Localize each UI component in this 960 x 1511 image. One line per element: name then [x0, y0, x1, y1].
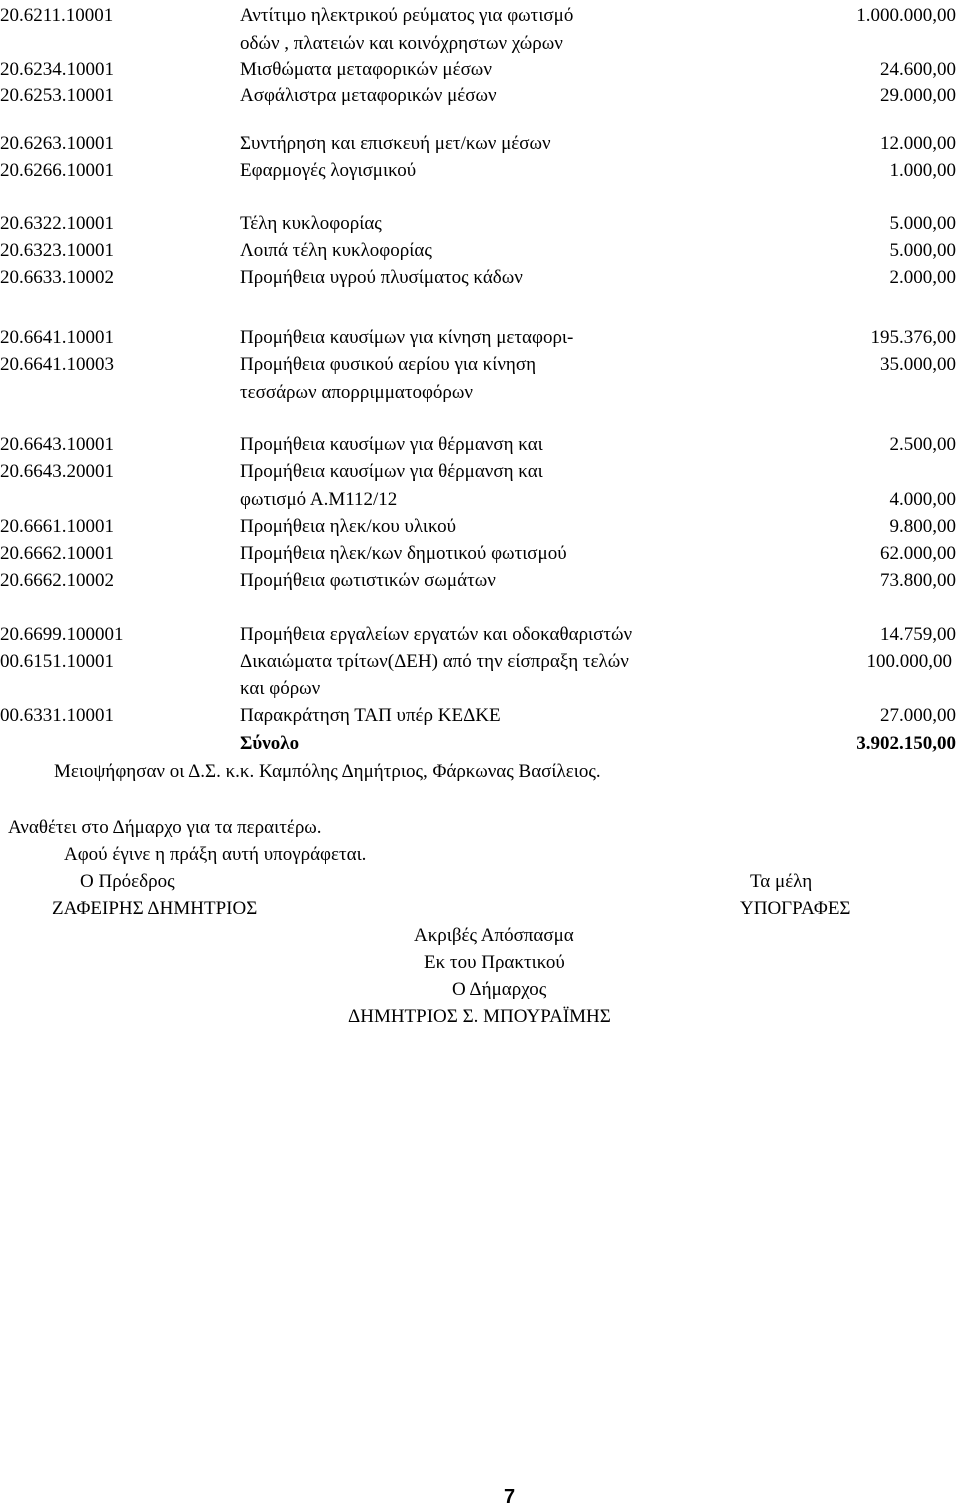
total-label: Σύνολο	[240, 733, 300, 754]
row-code: 20.6643.10001	[0, 434, 114, 455]
row-amount: 27.000,00	[880, 705, 956, 726]
row-desc: Συντήρηση και επισκευή μετ/κων μέσων	[240, 133, 551, 154]
row-code: 20.6633.10002	[0, 267, 114, 288]
row-amount: 2.500,00	[889, 434, 956, 455]
row-amount: 35.000,00	[880, 354, 956, 375]
row-code: 20.6641.10003	[0, 354, 114, 375]
row-amount: 73.800,00	[880, 570, 956, 591]
row-code: 20.6266.10001	[0, 160, 114, 181]
extract-title: Ακριβές Απόσπασμα	[414, 925, 574, 946]
row-amount: 62.000,00	[880, 543, 956, 564]
row-desc: Προμήθεια ηλεκ/κων δημοτικού φωτισμού	[240, 543, 567, 564]
row-desc: Προμήθεια καυσίμων για θέρμανση και	[240, 434, 543, 455]
row-desc: Προμήθεια φυσικού αερίου για κίνηση	[240, 354, 537, 375]
row-desc: και φόρων	[240, 678, 321, 699]
row-code: 20.6699.100001	[0, 624, 124, 645]
row-amount: 5.000,00	[889, 213, 956, 234]
row-amount: 2.000,00	[889, 267, 956, 288]
row-amount: 1.000,00	[889, 160, 956, 181]
row-amount: 14.759,00	[880, 624, 956, 645]
row-code: 20.6234.10001	[0, 59, 114, 80]
row-code: 20.6641.10001	[0, 327, 114, 348]
members-signatures: ΥΠΟΓΡΑΦΕΣ	[740, 898, 851, 919]
row-desc: Προμήθεια καυσίμων για θέρμανση και	[240, 461, 543, 482]
row-desc: Ασφάλιστρα μεταφορικών μέσων	[240, 85, 497, 106]
row-desc: Προμήθεια υγρού πλυσίματος κάδων	[240, 267, 523, 288]
assignment-text: Αναθέτει στο Δήμαρχο για τα περαιτέρω.	[8, 817, 322, 838]
row-code: 20.6661.10001	[0, 516, 114, 537]
president-title: Ο Πρόεδρος	[80, 871, 175, 892]
row-desc: Λοιπά τέλη κυκλοφορίας	[240, 240, 432, 261]
row-desc: Εφαρμογές λογισμικού	[240, 160, 417, 181]
mayor-title: Ο Δήμαρχος	[452, 979, 547, 1000]
minority-note: Μειοψήφησαν οι Δ.Σ. κ.κ. Καμπόλης Δημήτριος, Φάρκωνας Βασίλειος.	[54, 761, 601, 782]
row-code: 20.6263.10001	[0, 133, 114, 154]
total-amount: 3.902.150,00	[856, 733, 956, 754]
extract-source: Εκ του Πρακτικού	[424, 952, 565, 973]
row-desc: Προμήθεια φωτιστικών σωμάτων	[240, 570, 496, 591]
members-title: Τα μέλη	[750, 871, 813, 892]
row-desc: Προμήθεια καυσίμων για κίνηση μεταφορι-	[240, 327, 574, 348]
president-name: ΖΑΦΕΙΡΗΣ ΔΗΜΗΤΡΙΟΣ	[52, 898, 258, 919]
row-code: 20.6662.10002	[0, 570, 114, 591]
row-amount: 5.000,00	[889, 240, 956, 261]
signed-note: Αφού έγινε η πράξη αυτή υπογράφεται.	[64, 844, 367, 865]
row-code: 00.6151.10001	[0, 651, 114, 672]
row-amount: 9.800,00	[889, 516, 956, 537]
row-desc: Τέλη κυκλοφορίας	[240, 213, 382, 234]
row-code: 20.6253.10001	[0, 85, 114, 106]
row-desc: Μισθώματα μεταφορικών μέσων	[240, 59, 492, 80]
row-amount: 1.000.000,00	[856, 5, 956, 26]
row-desc: Προμήθεια ηλεκ/κου υλικού	[240, 516, 457, 537]
row-code: 20.6211.10001	[0, 5, 114, 26]
row-code: 20.6322.10001	[0, 213, 114, 234]
row-desc: Παρακράτηση ΤΑΠ υπέρ ΚΕΔΚΕ	[240, 705, 501, 726]
row-desc: Δικαιώματα τρίτων(ΔΕΗ) από την είσπραξη τελών	[240, 651, 629, 672]
row-amount: 195.376,00	[870, 327, 956, 348]
row-code: 20.6662.10001	[0, 543, 114, 564]
row-desc: φωτισμό Α.Μ112/12	[240, 489, 398, 510]
row-amount: 100.000,00	[866, 651, 952, 672]
row-desc: τεσσάρων απορριμματοφόρων	[240, 382, 474, 403]
row-desc: Προμήθεια εργαλείων εργατών και οδοκαθαριστών	[240, 624, 633, 645]
page-number: 7	[504, 1486, 516, 1508]
row-desc: οδών , πλατειών και κοινόχρηστων χώρων	[240, 33, 563, 54]
row-code: 00.6331.10001	[0, 705, 114, 726]
mayor-name: ΔΗΜΗΤΡΙΟΣ Σ. ΜΠΟΥΡΑΪΜΗΣ	[348, 1006, 611, 1027]
row-amount: 12.000,00	[880, 133, 956, 154]
row-code: 20.6323.10001	[0, 240, 114, 261]
row-code: 20.6643.20001	[0, 461, 114, 482]
row-desc: Αντίτιμο ηλεκτρικού ρεύματος για φωτισμό	[240, 5, 574, 26]
row-amount: 4.000,00	[889, 489, 956, 510]
row-amount: 24.600,00	[880, 59, 956, 80]
row-amount: 29.000,00	[880, 85, 956, 106]
